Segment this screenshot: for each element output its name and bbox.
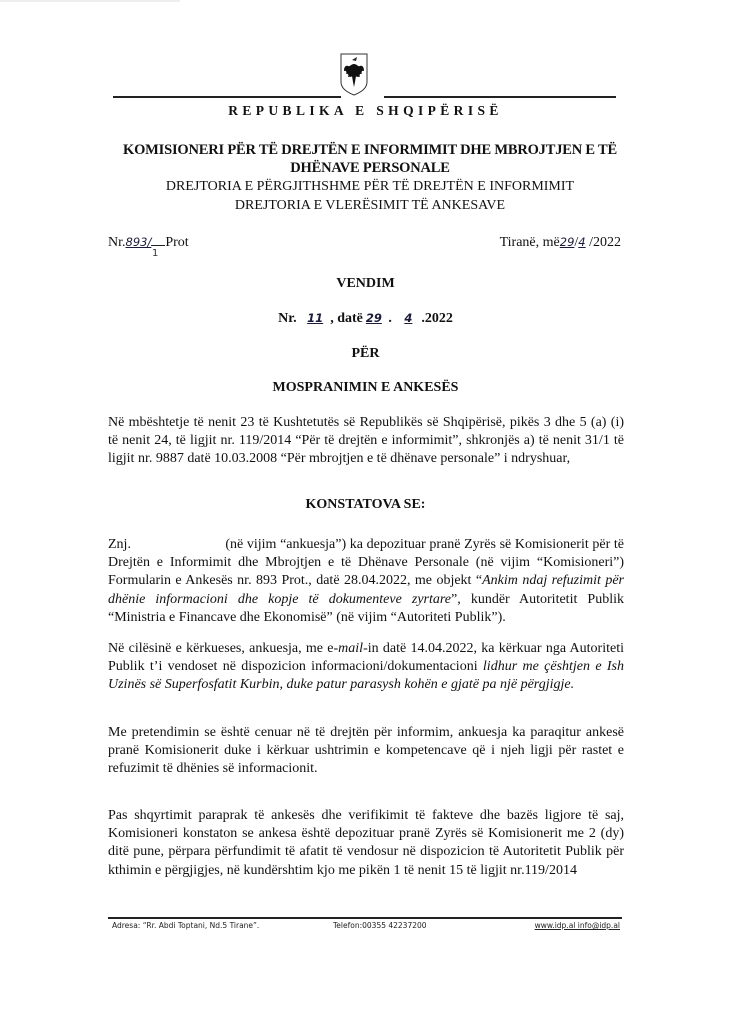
coat-of-arms-icon [339,52,369,96]
decision-year: .2022 [421,311,453,326]
footer-address: Adresa: “Rr. Abdi Toptani, Nd.5 Tirane”. [112,921,260,930]
place-date [500,235,621,251]
protocol-suffix: Prot [165,235,189,250]
commission-title [100,141,640,177]
request-text-a: Në cilësinë e kërkueses, ankuesja, me e- [108,641,339,656]
directorate-line-2: DREJTORIA E VLERËSIMIT TË ANKESAVE [234,198,506,213]
protocol-handwritten-number: 893/ [125,235,152,249]
header-rule-right [384,96,616,98]
protocol-blank [151,245,165,246]
request-mail: mail [338,641,364,656]
decision-number-line [0,311,731,327]
republic-title: REPUBLIKA E SHQIPËRISË [228,103,503,118]
footer-phone: Telefon:00355 42237200 [333,921,427,930]
legal-basis-paragraph: Në mbështetje të nenit 23 të Kushtetutës së Republikës së Shqipërisë, pikës 3 dhe 5 (a) (i) të nenit 24, të ligjit nr. 119/2014 “Për të drejtën e informimit”, shkronjës a) të nenit 31/1 të ligjit nr. 9887 datë 10.03.2008 “Për mbrojtjen e të dhënave personale” i ndryshuar, [108,415,624,467]
complaint-text-a: Znj. (në vijim “ankuesja”) ka depozituar pranë Zyrës së Komisionerit për të Drejtën e Informimit dhe Mbrojtjen e të Dhënave Personale (në vijim “Komisioneri”) Formularin e Ankesës nr. 893 Prot., datë 28.04.2022, me objekt “ [108,537,628,589]
date-year: /2022 [585,235,621,250]
claim-paragraph: Me pretendimin se është cenuar në të drejtën për informim, ankuesja ka paraqitur ankesë pranë Komisionerit duke i kërkuar ushtrimin e kompetencave që i njeh ligji për rastet e refuzimit të dhënies së informacionit. [108,725,624,777]
decision-nr-value: 11 [307,311,324,325]
protocol-number [108,235,189,251]
footer-rule [108,917,622,919]
directorate-title [100,177,640,215]
complaint-text-b: ”, kundër Autoritetit Publik “Ministria e Financave dhe Ekonomisë” (në vijim “Autoriteti Publik”). [108,591,624,625]
decision-per: PËR [351,346,380,361]
header-rule-left [113,96,341,98]
complaint-object: Ankim ndaj refuzimit për dhënie informacioni dhe kopje të dokumenteve zyrtare [108,573,624,607]
decision-subject: MOSPRANIMIN E ANKESËS [272,380,459,395]
decision-title: VENDIM [336,276,395,291]
complaint-paragraph [108,536,628,627]
place-prefix: Tiranë, më [499,235,560,250]
findings-heading: KONSTATOVA SE: [305,497,426,512]
date-sep: / [574,235,579,250]
date-day: 29 [559,235,575,249]
decision-date-dot: . [384,311,396,326]
request-subject: lidhur me çështjen e Ish Uzinës së Superfosfatit Kurbin, duke patur parasysh kohën e gjatë pa një përgjigje. [108,659,624,693]
directorate-line-1: DREJTORIA E PËRGJITHSHME PËR TË DREJTËN E INFORMIMIT [165,179,575,194]
footer-website-link[interactable]: www.idp.al info@idp.al [534,921,620,930]
decision-month: 4 [404,311,413,325]
decision-date-prefix: , datë [330,311,363,326]
date-month: 4 [578,235,586,249]
request-paragraph [108,640,624,695]
scan-artifact [0,0,180,2]
protocol-sub-number: 1 [152,248,159,259]
protocol-prefix: Nr. [108,235,126,250]
decision-day: 29 [365,311,382,325]
request-text-b: -in datë 14.04.2022, ka kërkuar nga Autoriteti Publik t’i vendoset në dispozicion informacioni/dokumentacioni [108,641,624,675]
commission-line-2: DHËNAVE PERSONALE [290,160,450,176]
review-paragraph: Pas shqyrtimit paraprak të ankesës dhe verifikimit të fakteve dhe bazës ligjore të saj, Komisioneri konstaton se ankesa është depozituar pranë Zyrës së Komisionerit me 2 (dy) ditë pune, përpara përfundimit të afatit të vendosur në dispozicion të Autoritetit Publik për kthimin e përgjigjes, në kundërshtim kjo me pikën 1 të nenit 15 të ligjit nr.119/2014 [108,808,624,878]
decision-nr-prefix: Nr. [278,311,297,326]
commission-line-1: KOMISIONERI PËR TË DREJTËN E INFORMIMIT DHE MBROJTJEN E TË [123,142,617,158]
